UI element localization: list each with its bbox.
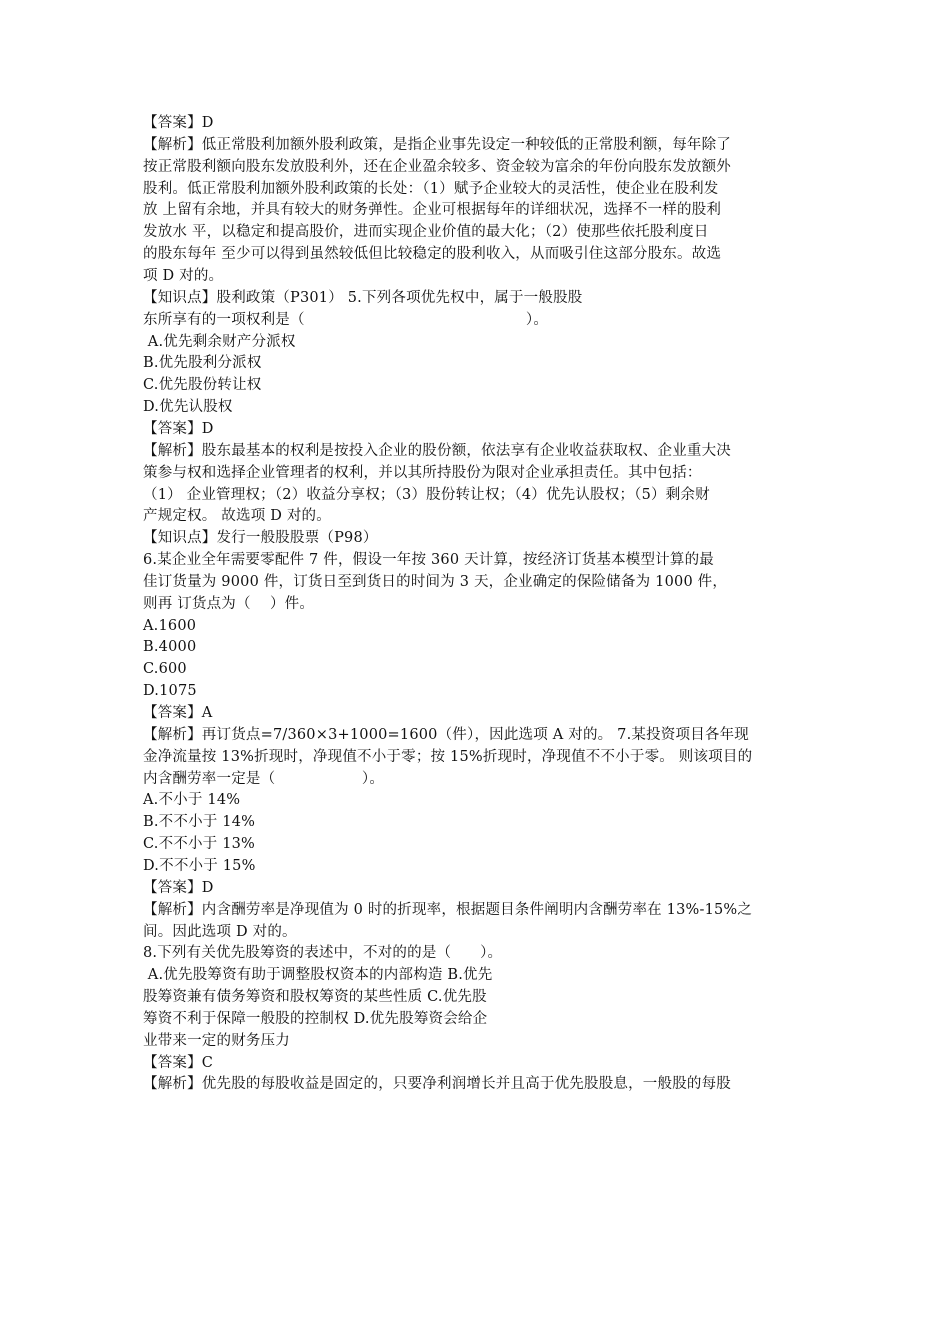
text-line: A.优先股筹资有助于调整股权资本的内部构造 B.优先 xyxy=(143,967,493,984)
text-line: 【答案】C xyxy=(143,1054,214,1071)
text-line: A.不小于 14% xyxy=(143,792,241,809)
text-line: 业带来一定的财务压力 xyxy=(143,1032,290,1049)
text-line: 【解析】低正常股利加额外股利政策，是指企业事先设定一种较低的正常股利额，每年除了 xyxy=(143,136,731,153)
text-line: B.优先股利分派权 xyxy=(143,355,262,372)
text-line: 【知识点】股利政策（P301） 5.下列各项优先权中，属于一般股股 xyxy=(143,289,583,306)
text-line: 【答案】D xyxy=(143,879,214,896)
text-line: 东所享有的一项权利是（ ）。 xyxy=(143,311,549,328)
text-line: 筹资不利于保障一般股的控制权 D.优先股筹资会给企 xyxy=(143,1010,488,1027)
text-line: C.优先股份转让权 xyxy=(143,377,262,394)
text-line: 【答案】D xyxy=(143,115,214,131)
text-line: 股筹资兼有债务筹资和股权筹资的某些性质 C.优先股 xyxy=(143,989,487,1005)
text-line: 项 D 对的。 xyxy=(143,268,224,284)
text-line: 【解析】优先股的每股收益是固定的，只要净利润增长并且高于优先股股息，一般股的每股 xyxy=(143,1076,731,1093)
text-line: 的股东每年 至少可以得到虽然较低但比较稳定的股利收入，从而吸引住这部分股东。故选 xyxy=(143,246,722,263)
text-line: 【答案】D xyxy=(143,420,214,437)
text-line: （1） 企业管理权；（2）收益分享权；（3）股份转让权；（4）优先认股权；（5）剩余财 xyxy=(143,486,710,503)
text-line: D.优先认股权 xyxy=(143,399,233,416)
text-line: 金净流量按 13%折现时，净现值不小于零；按 15%折现时，净现值不不小于零。 则该项目的 xyxy=(143,748,753,765)
text-line: 产规定权。 故选项 D 对的。 xyxy=(143,508,331,525)
text-line: 策参与权和选择企业管理者的权利，并以其所持股份为限对企业承担责任。其中包括： xyxy=(143,464,702,481)
text-line: B.4000 xyxy=(143,639,197,656)
text-line: C.600 xyxy=(143,661,187,678)
text-line: 【答案】A xyxy=(143,705,213,721)
text-line: 【解析】内含酬劳率是净现值为 0 时的折现率，根据题目条件阐明内含酬劳率在 13%-15%之 xyxy=(143,901,753,918)
text-line: 则再 订货点为（ ）件。 xyxy=(143,595,315,612)
text-line: D.1075 xyxy=(143,683,197,700)
text-line: C.不不小于 13% xyxy=(143,836,256,853)
text-line: A.1600 xyxy=(143,617,197,634)
text-line: 放 上留有余地，并具有较大的财务弹性。企业可根据每年的详细状况，选择不一样的股利 xyxy=(143,202,722,219)
text-line: 佳订货量为 9000 件，订货日至到货日的时间为 3 天，企业确定的保险储备为 1000 件， xyxy=(143,573,728,590)
text-line: 发放水 平，以稳定和提高股价，进而实现企业价值的最大化；（2）使那些依托股利度日 xyxy=(143,224,709,241)
text-line: 按正常股利额向股东发放股利外，还在企业盈余较多、资金较为富余的年份向股东发放额外 xyxy=(143,158,731,175)
text-line: 股利。低正常股利加额外股利政策的长处：（1）赋予企业较大的灵活性，使企业在股利发 xyxy=(143,180,719,197)
text-line: 间。因此选项 D 对的。 xyxy=(143,923,297,940)
text-line: D.不不小于 15% xyxy=(143,857,256,874)
text-line: B.不不小于 14% xyxy=(143,814,256,831)
text-line: 【解析】股东最基本的权利是按投入企业的股份额，依法享有企业收益获取权、企业重大决 xyxy=(143,442,731,459)
text-line: 【解析】再订货点=7/360×3+1000=1600（件），因此选项 A 对的。 7.某投资项目各年现 xyxy=(143,726,749,743)
text-line: 6.某企业全年需要零配件 7 件，假设一年按 360 天计算，按经济订货基本模型计算的最 xyxy=(143,552,714,568)
text-line: 8.下列有关优先股筹资的表述中，不对的的是（ ）。 xyxy=(143,945,503,962)
text-line: 内含酬劳率一定是（ ）。 xyxy=(143,770,385,787)
text-line: 【知识点】发行一般股股票（P98） xyxy=(143,530,378,547)
text-line: A.优先剩余财产分派权 xyxy=(143,333,296,350)
